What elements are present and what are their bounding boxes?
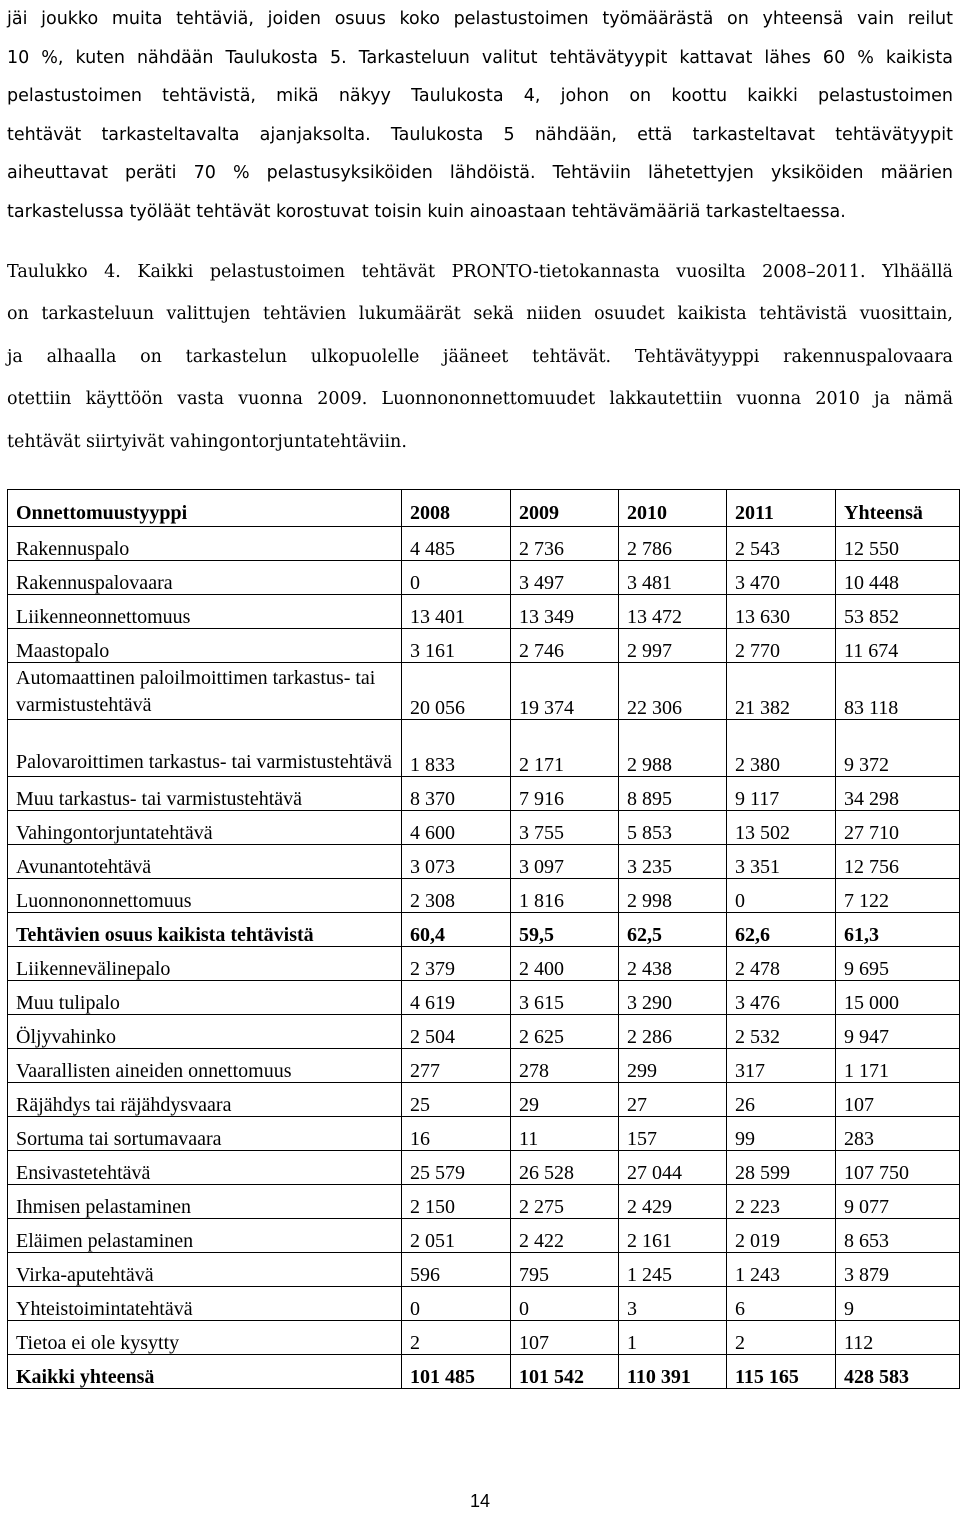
value-cell: 112 bbox=[836, 1321, 960, 1355]
value-cell: 110 391 bbox=[619, 1355, 727, 1389]
row-label-cell: Yhteistoimintatehtävä bbox=[8, 1287, 402, 1321]
value-cell: 28 599 bbox=[727, 1151, 836, 1185]
value-cell: 13 401 bbox=[402, 595, 511, 629]
value-cell: 27 bbox=[619, 1083, 727, 1117]
page-number: 14 bbox=[469, 1491, 491, 1511]
row-label-cell: Rakennuspalo bbox=[8, 527, 402, 561]
value-cell: 99 bbox=[727, 1117, 836, 1151]
table-row bbox=[8, 1049, 960, 1083]
value-cell: 34 298 bbox=[836, 777, 960, 811]
value-cell: 62,5 bbox=[619, 913, 727, 947]
value-cell: 2 308 bbox=[402, 879, 511, 913]
value-cell: 3 470 bbox=[727, 561, 836, 595]
value-cell: 115 165 bbox=[727, 1355, 836, 1389]
table-row bbox=[8, 1015, 960, 1049]
table-row bbox=[8, 1151, 960, 1185]
row-label-cell: Tehtävien osuus kaikista tehtävistä bbox=[8, 913, 402, 947]
value-cell: 62,6 bbox=[727, 913, 836, 947]
value-cell: 6 bbox=[727, 1287, 836, 1321]
value-cell: 3 bbox=[619, 1287, 727, 1321]
table-row bbox=[8, 595, 960, 629]
value-cell: 2 438 bbox=[619, 947, 727, 981]
value-cell: 299 bbox=[619, 1049, 727, 1083]
value-cell: 1 833 bbox=[402, 720, 511, 777]
row-label-cell: Muu tarkastus- tai varmistustehtävä bbox=[8, 777, 402, 811]
value-cell: 13 349 bbox=[511, 595, 619, 629]
value-cell: 2 625 bbox=[511, 1015, 619, 1049]
body-paragraph bbox=[7, 0, 953, 232]
value-cell: 9 372 bbox=[836, 720, 960, 777]
value-cell: 3 755 bbox=[511, 811, 619, 845]
value-cell: 11 674 bbox=[836, 629, 960, 663]
body-line: tehtävät tarkasteltavalta ajanjaksolta. Taulukosta 5 nähdään, että tarkasteltavat tehtävätyypit bbox=[7, 124, 953, 145]
value-cell: 1 bbox=[619, 1321, 727, 1355]
row-label-cell: Luonnononnettomuus bbox=[8, 879, 402, 913]
table-row bbox=[8, 777, 960, 811]
value-cell: 29 bbox=[511, 1083, 619, 1117]
value-cell: 53 852 bbox=[836, 595, 960, 629]
value-cell: 317 bbox=[727, 1049, 836, 1083]
row-label-cell: Virka-aputehtävä bbox=[8, 1253, 402, 1287]
value-cell: 59,5 bbox=[511, 913, 619, 947]
table-row bbox=[8, 1117, 960, 1151]
value-cell: 7 122 bbox=[836, 879, 960, 913]
body-line: jäi joukko muita tehtäviä, joiden osuus koko pelastustoimen työmäärästä on yhteensä vain reilut bbox=[7, 9, 953, 29]
value-cell: 0 bbox=[727, 879, 836, 913]
value-cell: 10 448 bbox=[836, 561, 960, 595]
row-label-cell: Rakennuspalovaara bbox=[8, 561, 402, 595]
column-header: 2008 bbox=[402, 490, 511, 527]
value-cell: 25 579 bbox=[402, 1151, 511, 1185]
value-cell: 16 bbox=[402, 1117, 511, 1151]
value-cell: 2 746 bbox=[511, 629, 619, 663]
column-header: Onnettomuustyyppi bbox=[8, 490, 402, 527]
value-cell: 3 615 bbox=[511, 981, 619, 1015]
table-row bbox=[8, 561, 960, 595]
table-row bbox=[8, 1083, 960, 1117]
value-cell: 277 bbox=[402, 1049, 511, 1083]
value-cell: 2 504 bbox=[402, 1015, 511, 1049]
value-cell: 107 bbox=[511, 1321, 619, 1355]
caption-line: tehtävät siirtyivät vahingontorjuntatehtäviin. bbox=[7, 431, 407, 452]
row-label-cell: Eläimen pelastaminen bbox=[8, 1219, 402, 1253]
value-cell: 2 223 bbox=[727, 1185, 836, 1219]
value-cell: 2 380 bbox=[727, 720, 836, 777]
row-label-cell: Palovaroittimen tarkastus- tai varmistustehtävä bbox=[8, 720, 402, 777]
row-label-cell: Vaarallisten aineiden onnettomuus bbox=[8, 1049, 402, 1083]
value-cell: 3 476 bbox=[727, 981, 836, 1015]
row-label-cell: Ensivastetehtävä bbox=[8, 1151, 402, 1185]
value-cell: 2 400 bbox=[511, 947, 619, 981]
value-cell: 2 171 bbox=[511, 720, 619, 777]
value-cell: 7 916 bbox=[511, 777, 619, 811]
value-cell: 2 770 bbox=[727, 629, 836, 663]
table-row bbox=[8, 913, 960, 947]
incident-table bbox=[7, 489, 960, 1389]
value-cell: 428 583 bbox=[836, 1355, 960, 1389]
value-cell: 2 532 bbox=[727, 1015, 836, 1049]
row-label-cell: Räjähdys tai räjähdysvaara bbox=[8, 1083, 402, 1117]
value-cell: 2 478 bbox=[727, 947, 836, 981]
value-cell: 596 bbox=[402, 1253, 511, 1287]
value-cell: 2 988 bbox=[619, 720, 727, 777]
value-cell: 26 528 bbox=[511, 1151, 619, 1185]
value-cell: 4 619 bbox=[402, 981, 511, 1015]
value-cell: 107 bbox=[836, 1083, 960, 1117]
body-line: 10 %, kuten nähdään Taulukosta 5. Tarkasteluun valitut tehtävätyypit kattavat lähes 60 % kaikista bbox=[7, 47, 953, 68]
value-cell: 5 853 bbox=[619, 811, 727, 845]
value-cell: 9 695 bbox=[836, 947, 960, 981]
value-cell: 101 485 bbox=[402, 1355, 511, 1389]
value-cell: 12 550 bbox=[836, 527, 960, 561]
value-cell: 3 290 bbox=[619, 981, 727, 1015]
row-label-cell: Avunantotehtävä bbox=[8, 845, 402, 879]
row-label-cell: Tietoa ei ole kysytty bbox=[8, 1321, 402, 1355]
value-cell: 13 472 bbox=[619, 595, 727, 629]
value-cell: 11 bbox=[511, 1117, 619, 1151]
row-label-cell: Automaattinen paloilmoittimen tarkastus- tai varmistustehtävä bbox=[8, 663, 402, 720]
row-label-cell: Liikennevälinepalo bbox=[8, 947, 402, 981]
table-row bbox=[8, 1355, 960, 1389]
value-cell: 3 879 bbox=[836, 1253, 960, 1287]
value-cell: 9 077 bbox=[836, 1185, 960, 1219]
value-cell: 0 bbox=[511, 1287, 619, 1321]
caption-line: Taulukko 4. Kaikki pelastustoimen tehtävät PRONTO-tietokannasta vuosilta 2008–2011. Ylhäällä bbox=[7, 262, 953, 282]
value-cell: 3 235 bbox=[619, 845, 727, 879]
value-cell: 2 275 bbox=[511, 1185, 619, 1219]
body-line: pelastustoimen tehtävistä, mikä näkyy Taulukosta 4, johon on koottu kaikki pelastustoimen bbox=[7, 86, 953, 107]
caption-line: otettiin käyttöön vasta vuonna 2009. Luonnononnettomuudet lakkautettiin vuonna 2010 ja nämä bbox=[7, 389, 953, 410]
value-cell: 101 542 bbox=[511, 1355, 619, 1389]
table-row bbox=[8, 1253, 960, 1287]
value-cell: 2 150 bbox=[402, 1185, 511, 1219]
value-cell: 0 bbox=[402, 1287, 511, 1321]
value-cell: 2 422 bbox=[511, 1219, 619, 1253]
value-cell: 2 786 bbox=[619, 527, 727, 561]
table-row bbox=[8, 720, 960, 777]
value-cell: 2 429 bbox=[619, 1185, 727, 1219]
row-label-cell: Vahingontorjuntatehtävä bbox=[8, 811, 402, 845]
value-cell: 2 736 bbox=[511, 527, 619, 561]
value-cell: 9 bbox=[836, 1287, 960, 1321]
value-cell: 20 056 bbox=[402, 663, 511, 720]
value-cell: 3 497 bbox=[511, 561, 619, 595]
value-cell: 2 286 bbox=[619, 1015, 727, 1049]
row-label-cell: Liikenneonnettomuus bbox=[8, 595, 402, 629]
value-cell: 2 998 bbox=[619, 879, 727, 913]
value-cell: 19 374 bbox=[511, 663, 619, 720]
body-line: tarkastelussa työläät tehtävät korostuvat toisin kuin ainoastaan tehtävämääriä tarkasteltaessa. bbox=[7, 201, 846, 222]
value-cell: 21 382 bbox=[727, 663, 836, 720]
value-cell: 1 816 bbox=[511, 879, 619, 913]
body-line: aiheuttavat peräti 70 % pelastusyksiköiden lähdöistä. Tehtäviin lähetettyjen yksiköiden määrien bbox=[7, 163, 953, 184]
table-row bbox=[8, 879, 960, 913]
value-cell: 8 895 bbox=[619, 777, 727, 811]
value-cell: 4 600 bbox=[402, 811, 511, 845]
value-cell: 8 370 bbox=[402, 777, 511, 811]
value-cell: 3 351 bbox=[727, 845, 836, 879]
value-cell: 2 161 bbox=[619, 1219, 727, 1253]
value-cell: 25 bbox=[402, 1083, 511, 1117]
value-cell: 22 306 bbox=[619, 663, 727, 720]
table-row bbox=[8, 663, 960, 720]
value-cell: 2 997 bbox=[619, 629, 727, 663]
value-cell: 8 653 bbox=[836, 1219, 960, 1253]
column-header: 2009 bbox=[511, 490, 619, 527]
value-cell: 278 bbox=[511, 1049, 619, 1083]
column-header: 2011 bbox=[727, 490, 836, 527]
table-row bbox=[8, 1287, 960, 1321]
table-header-row bbox=[8, 490, 960, 527]
row-label-cell: Muu tulipalo bbox=[8, 981, 402, 1015]
value-cell: 12 756 bbox=[836, 845, 960, 879]
caption-line: on tarkasteluun valittujen tehtävien lukumäärät sekä niiden osuudet kaikista tehtävistä vuosittain, bbox=[7, 304, 953, 325]
value-cell: 3 481 bbox=[619, 561, 727, 595]
value-cell: 3 073 bbox=[402, 845, 511, 879]
value-cell: 2 543 bbox=[727, 527, 836, 561]
table-row bbox=[8, 527, 960, 561]
value-cell: 2 019 bbox=[727, 1219, 836, 1253]
column-header: Yhteensä bbox=[836, 490, 960, 527]
row-label-cell: Öljyvahinko bbox=[8, 1015, 402, 1049]
table-row bbox=[8, 1321, 960, 1355]
column-header: 2010 bbox=[619, 490, 727, 527]
value-cell: 2 bbox=[402, 1321, 511, 1355]
caption-line: ja alhaalla on tarkastelun ulkopuolelle jääneet tehtävät. Tehtävätyyppi rakennuspalovaara bbox=[7, 346, 953, 367]
row-label-cell: Ihmisen pelastaminen bbox=[8, 1185, 402, 1219]
table-row bbox=[8, 947, 960, 981]
value-cell: 83 118 bbox=[836, 663, 960, 720]
value-cell: 283 bbox=[836, 1117, 960, 1151]
value-cell: 13 502 bbox=[727, 811, 836, 845]
table-row bbox=[8, 845, 960, 879]
value-cell: 1 171 bbox=[836, 1049, 960, 1083]
value-cell: 61,3 bbox=[836, 913, 960, 947]
value-cell: 2 051 bbox=[402, 1219, 511, 1253]
row-label-cell: Kaikki yhteensä bbox=[8, 1355, 402, 1389]
value-cell: 157 bbox=[619, 1117, 727, 1151]
value-cell: 0 bbox=[402, 561, 511, 595]
value-cell: 27 044 bbox=[619, 1151, 727, 1185]
row-label-cell: Maastopalo bbox=[8, 629, 402, 663]
table-caption bbox=[7, 251, 953, 463]
table-row bbox=[8, 1185, 960, 1219]
value-cell: 9 117 bbox=[727, 777, 836, 811]
value-cell: 2 379 bbox=[402, 947, 511, 981]
value-cell: 27 710 bbox=[836, 811, 960, 845]
table-row bbox=[8, 811, 960, 845]
value-cell: 26 bbox=[727, 1083, 836, 1117]
value-cell: 2 bbox=[727, 1321, 836, 1355]
value-cell: 4 485 bbox=[402, 527, 511, 561]
table-row bbox=[8, 629, 960, 663]
value-cell: 1 245 bbox=[619, 1253, 727, 1287]
value-cell: 15 000 bbox=[836, 981, 960, 1015]
value-cell: 107 750 bbox=[836, 1151, 960, 1185]
value-cell: 13 630 bbox=[727, 595, 836, 629]
table-row bbox=[8, 1219, 960, 1253]
value-cell: 60,4 bbox=[402, 913, 511, 947]
value-cell: 3 097 bbox=[511, 845, 619, 879]
value-cell: 3 161 bbox=[402, 629, 511, 663]
value-cell: 1 243 bbox=[727, 1253, 836, 1287]
table-row bbox=[8, 981, 960, 1015]
row-label-cell: Sortuma tai sortumavaara bbox=[8, 1117, 402, 1151]
value-cell: 795 bbox=[511, 1253, 619, 1287]
value-cell: 9 947 bbox=[836, 1015, 960, 1049]
